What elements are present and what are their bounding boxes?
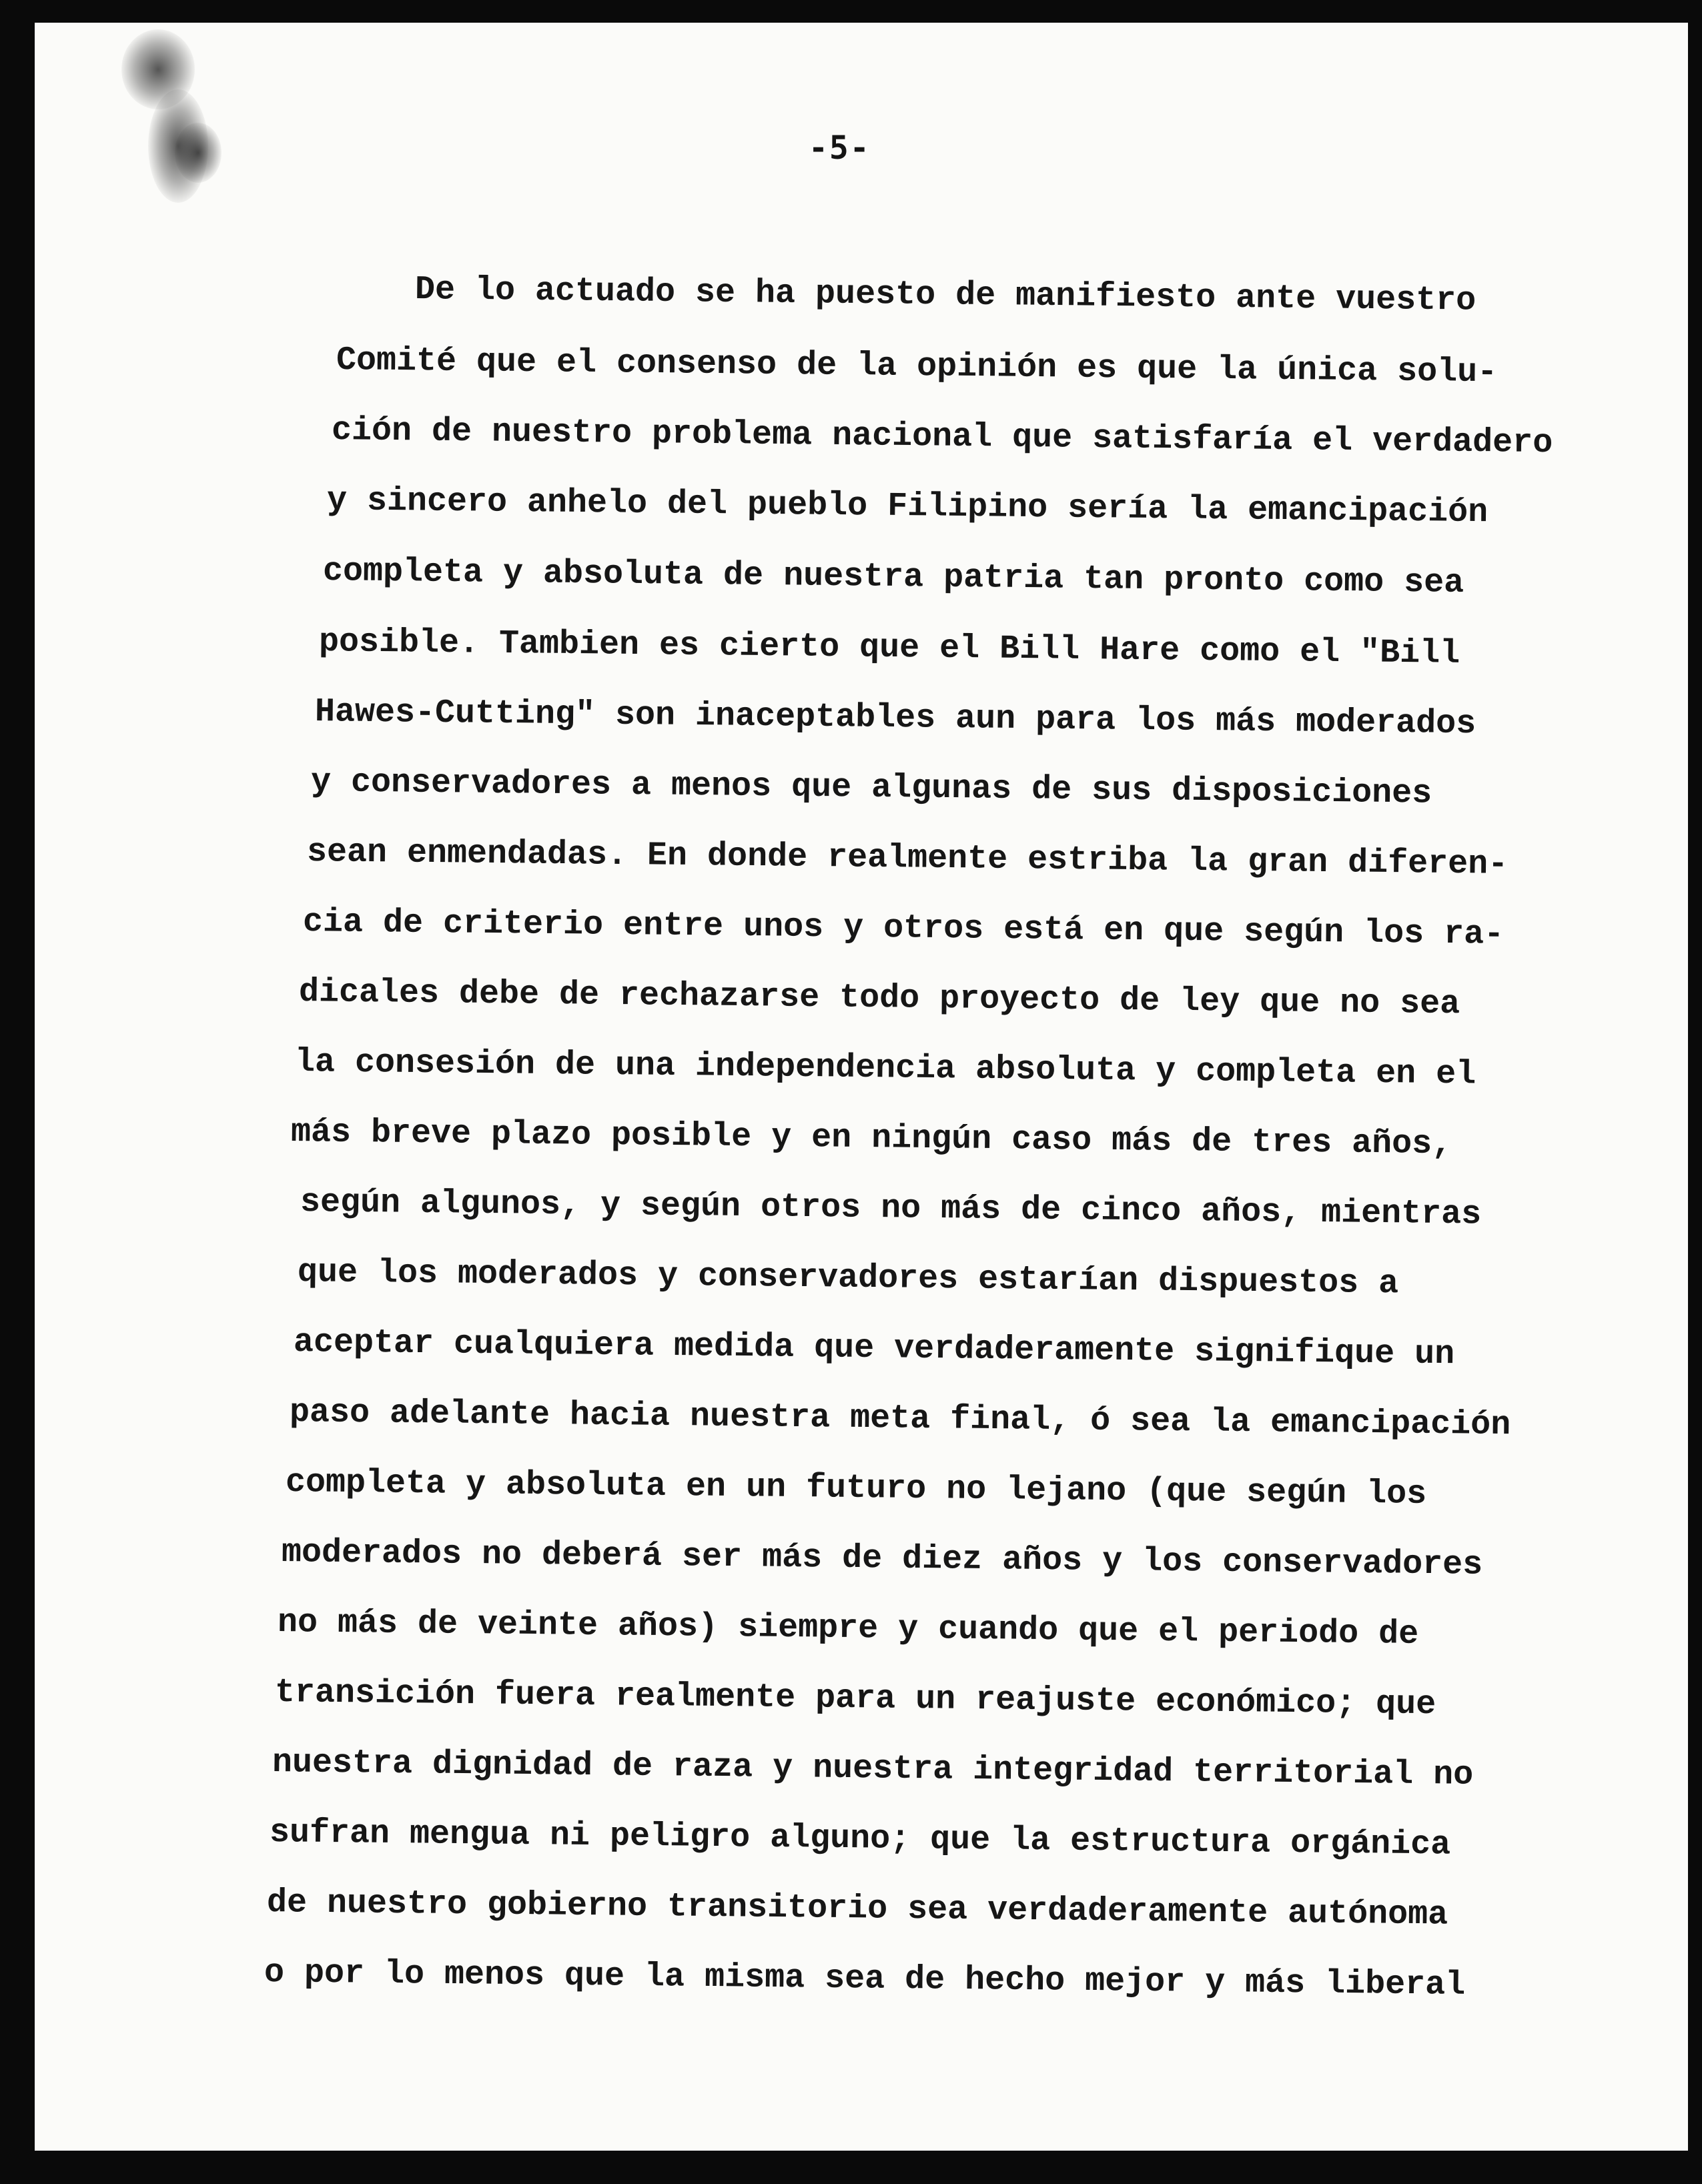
- body-line-4: y sincero anhelo del pueblo Filipino sería la emancipación: [326, 482, 1488, 532]
- ink-smudge: [175, 123, 222, 183]
- body-line-13: más breve plazo posible y en ningún caso más de tres años,: [290, 1113, 1452, 1164]
- body-line-15: que los moderados y conservadores estarían dispuestos a: [297, 1253, 1399, 1303]
- body-line-7: Hawes-Cutting" son inaceptables aun para los más moderados: [314, 693, 1476, 744]
- body-line-9: sean enmendadas. En donde realmente estriba la gran diferen-: [306, 833, 1509, 884]
- body-line-18: completa y absoluta en un futuro no lejano (que según los: [285, 1464, 1427, 1514]
- body-line-24: de nuestro gobierno transitorio sea verdaderamente autónoma: [266, 1884, 1448, 1935]
- body-line-14: según algunos, y según otros no más de cinco años, mientras: [300, 1183, 1482, 1234]
- body-line-22: nuestra dignidad de raza y nuestra integridad territorial no: [272, 1744, 1474, 1794]
- body-line-17: paso adelante hacia nuestra meta final, ó sea la emancipación: [289, 1394, 1511, 1445]
- body-line-21: transición fuera realmente para un reajuste económico; que: [274, 1674, 1436, 1724]
- body-line-6: posible. Tambien es cierto que el Bill Hare como el "Bill: [318, 623, 1460, 673]
- body-line-11: dicales debe de rechazarse todo proyecto de ley que no sea: [298, 973, 1460, 1024]
- page-number: -5-: [809, 129, 871, 167]
- body-line-10: cia de criterio entre unos y otros está en que según los ra-: [302, 903, 1505, 954]
- body-line-23: sufran mengua ni peligro alguno; que la estructura orgánica: [269, 1814, 1451, 1864]
- body-line-19: moderados no deberá ser más de diez años y los conservadores: [281, 1534, 1483, 1584]
- body-line-25: o por lo menos que la misma sea de hecho mejor y más liberal: [264, 1954, 1466, 2005]
- body-line-1: De lo actuado se ha puesto de manifiesto ante vuestro: [414, 271, 1476, 320]
- body-line-8: y conservadores a menos que algunas de sus disposiciones: [310, 763, 1432, 813]
- body-line-2: Comité que el consenso de la opinión es que la única solu-: [336, 342, 1498, 392]
- document-page: [35, 23, 1688, 2151]
- body-line-5: completa y absoluta de nuestra patria tan pronto como sea: [322, 552, 1464, 602]
- body-line-16: aceptar cualquiera medida que verdaderamente signifique un: [293, 1323, 1455, 1374]
- body-line-3: ción de nuestro problema nacional que satisfaría el verdadero: [331, 412, 1553, 463]
- body-line-20: no más de veinte años) siempre y cuando que el periodo de: [277, 1604, 1419, 1654]
- body-line-12: la consesión de una independencia absoluta y completa en el: [294, 1043, 1476, 1094]
